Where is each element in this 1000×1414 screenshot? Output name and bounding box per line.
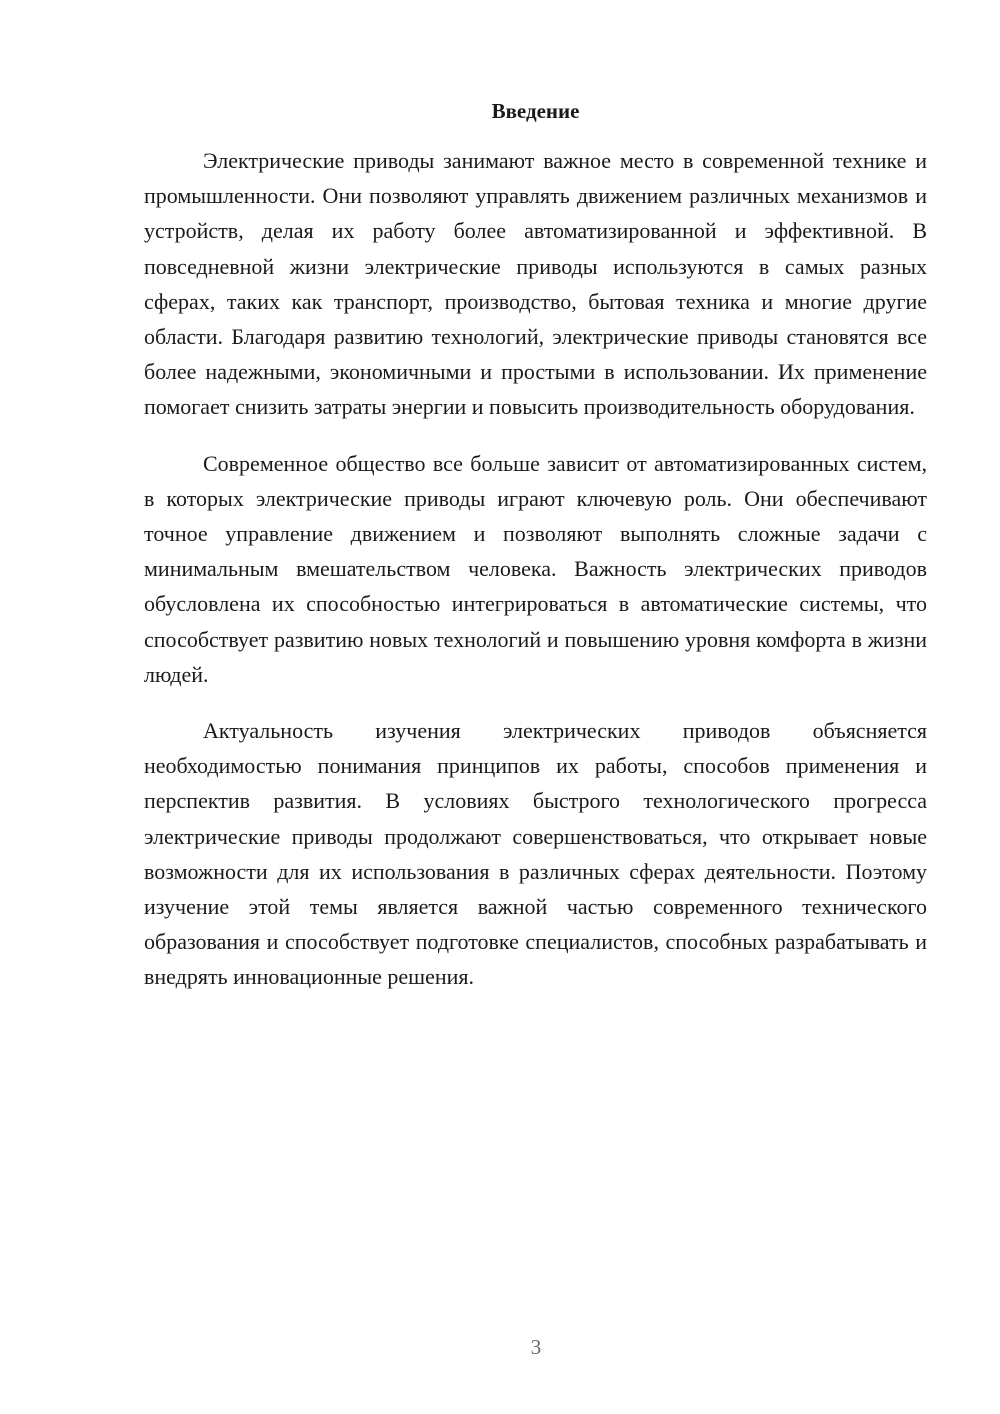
body-text [144,143,927,1016]
page-number: 3 [530,1335,542,1359]
paragraph-2: Современное общество все больше зависит от автоматизированных систем, в которых электрические приводы играют ключевую роль. Они обеспечивают точное управление движением и позволяют выполнять сложные задачи с минимальным вмешательством человека. Важность электрических приводов обусловлена их способностью интегрироваться в автоматические системы, что способствует развитию новых технологий и повышению уровня комфорта в жизни людей. [144,450,927,687]
paragraph-1: Электрические приводы занимают важное место в современной технике и промышленности. Они позволяют управлять движением различных механизмов и устройств, делая их работу более автоматизированной и эффективной. В повседневной жизни электрические приводы используются в самых разных сферах, таких как транспорт, производство, бытовая техника и многие другие области. Благодаря развитию технологий, электрические приводы становятся все более надежными, экономичными и простыми в использовании. Их применение помогает снизить затраты энергии и повысить производительность оборудования. [144,148,927,420]
page-heading: Введение [491,99,580,123]
paragraph-3: Актуальность изучения электрических приводов объясняется необходимостью понимания принципов их работы, способов применения и перспектив развития. В условиях быстрого технологического прогресса электрические приводы продолжают совершенствоваться, что открывает новые возможности для их использования в различных сферах деятельности. Поэтому изучение этой темы является важной частью современного технического образования и способствует подготовке специалистов, способных разрабатывать и внедрять инновационные решения. [144,718,927,990]
